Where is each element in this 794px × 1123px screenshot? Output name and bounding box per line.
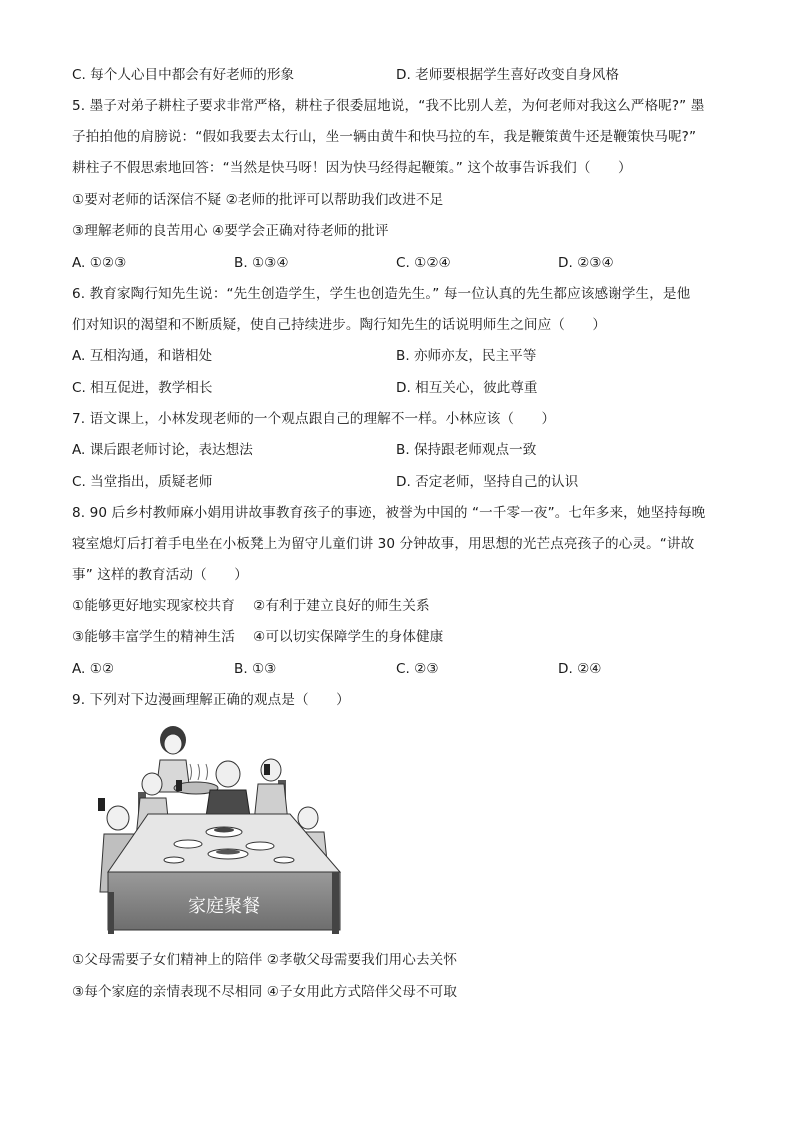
q5-stem-line3: 耕柱子不假思索地回答：“当然是快马呀！因为快马经得起鞭策。” 这个故事告诉我们（ ）	[72, 160, 632, 176]
q5-option-d: D. ②③④	[558, 255, 614, 271]
q8-option-b: B. ①③	[234, 661, 277, 677]
q5-stem-line2: 子拍拍他的肩膀说：“假如我要去太行山，坐一辆由黄牛和快马拉的车，我是鞭策黄牛还是鞭策快马呢?”	[72, 129, 697, 145]
q8-option-c: C. ②③	[396, 661, 439, 677]
q7-option-d: D. 否定老师，坚持自己的认识	[396, 474, 579, 490]
q7-option-b: B. 保持跟老师观点一致	[396, 442, 537, 458]
q9-items-line1: ①父母需要子女们精神上的陪伴 ②孝敬父母需要我们用心去关怀	[72, 952, 458, 968]
q9-stem-line1: 9. 下列对下边漫画理解正确的观点是（ ）	[72, 692, 350, 708]
q8-stem-line3: 事” 这样的教育活动（ ）	[72, 567, 248, 583]
q6-stem-line2: 们对知识的渴望和不断质疑，使自己持续进步。陶行知先生的话说明师生之间应（ ）	[72, 317, 607, 333]
q5-items-line2: ③理解老师的良苦用心 ④要学会正确对待老师的批评	[72, 223, 389, 239]
q7-option-c: C. 当堂指出，质疑老师	[72, 474, 213, 490]
q8-stem-line2: 寝室熄灯后打着手电坐在小板凳上为留守儿童们讲 30 分钟故事，用思想的光芒点亮孩子的心灵。“讲故	[72, 536, 695, 552]
q6-stem-line1: 6. 教育家陶行知先生说：“先生创造学生，学生也创造先生。” 每一位认真的先生都应该感谢学生，是他	[72, 286, 691, 302]
q4-option-c: C. 每个人心目中都会有好老师的形象	[72, 67, 295, 83]
q8-option-a: A. ①②	[72, 661, 115, 677]
q8-items-line1: ①能够更好地实现家校共育 ②有利于建立良好的师生关系	[72, 598, 430, 614]
q6-option-d: D. 相互关心，彼此尊重	[396, 380, 538, 396]
family-dinner-cartoon	[78, 722, 352, 936]
q7-option-a: A. 课后跟老师讨论，表达想法	[72, 442, 253, 458]
q9-items-line2: ③每个家庭的亲情表现不尽相同 ④子女用此方式陪伴父母不可取	[72, 984, 458, 1000]
q5-stem-line1: 5. 墨子对弟子耕柱子要求非常严格，耕柱子很委屈地说，“我不比别人差，为何老师对我这么严格呢?” 墨	[72, 98, 705, 114]
q5-option-a: A. ①②③	[72, 255, 127, 271]
q6-option-c: C. 相互促进，教学相长	[72, 380, 213, 396]
q5-items-line1: ①要对老师的话深信不疑 ②老师的批评可以帮助我们改进不足	[72, 192, 444, 208]
q7-stem-line1: 7. 语文课上，小林发现老师的一个观点跟自己的理解不一样。小林应该（ ）	[72, 411, 556, 427]
q4-option-d: D. 老师要根据学生喜好改变自身风格	[396, 67, 620, 83]
cartoon-caption: 家庭聚餐	[188, 896, 260, 917]
q8-items-line2: ③能够丰富学生的精神生活 ④可以切实保障学生的身体健康	[72, 629, 444, 645]
q8-option-d: D. ②④	[558, 661, 602, 677]
q5-option-c: C. ①②④	[396, 255, 451, 271]
q8-stem-line1: 8. 90 后乡村教师麻小娟用讲故事教育孩子的事迹，被誉为中国的 “一千零一夜”。七年多来，她坚持每晚	[72, 505, 706, 521]
q6-option-b: B. 亦师亦友，民主平等	[396, 348, 537, 364]
q5-option-b: B. ①③④	[234, 255, 289, 271]
q6-option-a: A. 互相沟通，和谐相处	[72, 348, 213, 364]
